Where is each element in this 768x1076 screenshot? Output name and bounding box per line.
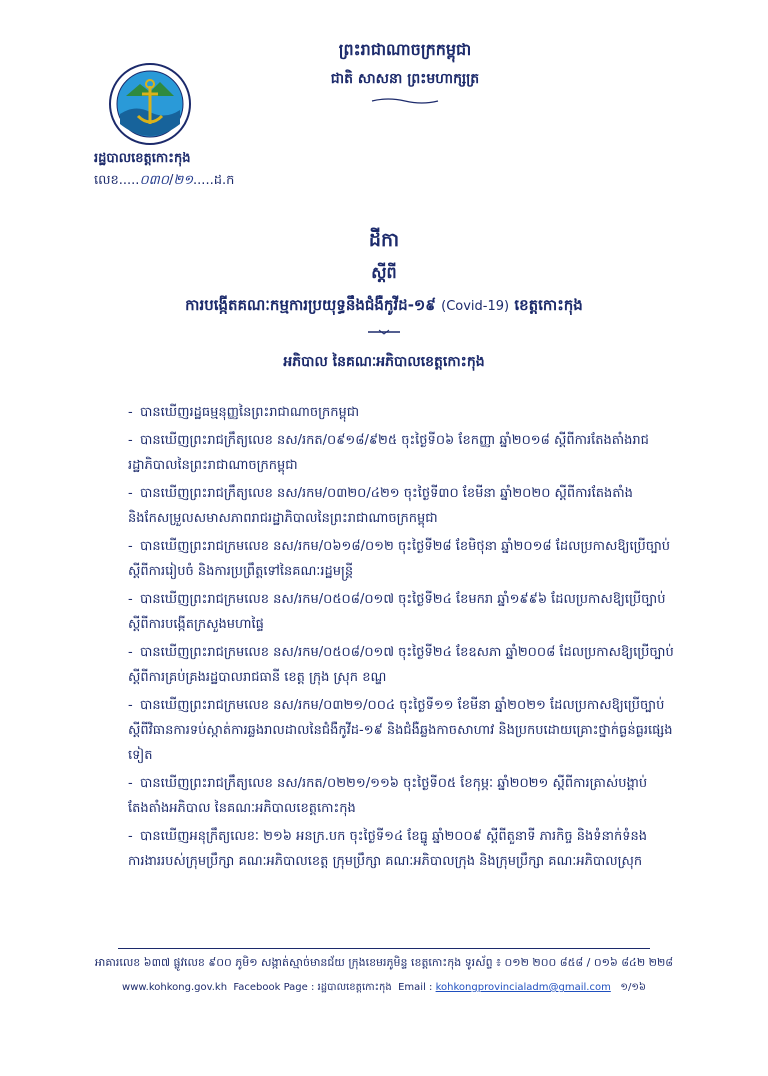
list-item: - បានឃើញព្រះរាជក្រមលេខ នស/រកម/០៥០៨/០១៧ ចុះថ្ងៃទី២៤ ខែមករា ឆ្នាំ១៩៩៦ ដែលប្រកាសឱ្យប្រើច្បាប់ស្តីពីការបង្កើតក្រសួងមហាផ្ទៃ [128,592,666,632]
page-number: ១/១៦ [620,982,646,993]
footer-facebook-name[interactable]: រដ្ឋបាលខេត្តកោះកុង [317,982,392,993]
decree-title [0,226,768,339]
list-item: - បានឃើញព្រះរាជក្រមលេខ នស/រកម/០៦១៨/០១២ ចុះថ្ងៃទី២៨ ខែមិថុនា ឆ្នាំ២០១៨ ដែលប្រកាសឱ្យប្រើច្បាប់ស្តីពីការរៀបចំ និងការប្រព្រឹត្តទៅនៃគណៈរដ្ឋមន្ត្រី [128,539,671,579]
ornament-divider-icon [370,97,440,105]
list-item: - បានឃើញព្រះរាជក្រឹត្យលេខ នស/រកត/០៩១៨/៩២៥ ចុះថ្ងៃទី០៦ ខែកញ្ញា ឆ្នាំ២០១៨ ស្តីពីការតែងតាំងរាជរដ្ឋាភិបាលនៃព្រះរាជាណាចក្រកម្ពុជា [128,433,649,473]
letter-number: លេខ.....០៣០/២១.....ដ.ក [94,173,235,188]
provincial-seal-logo [108,62,192,146]
list-item: - បានឃើញព្រះរាជក្រមលេខ នស/រកម/០៣២១/០០៤ ចុះថ្ងៃទី១១ ខែមីនា ឆ្នាំ២០២១ ដែលប្រកាសឱ្យប្រើច្បាប់ស្តីពីវិធានការទប់ស្កាត់ការឆ្លងរាលដាលនៃជំងឺកូវីដ-១៩ និងជំងឺឆ្លងកាចសាហាវ និងប្រកបដោយគ្រោះថ្នាក់ធ្ងន់ធ្ងរផ្សេងទៀត [128,698,673,763]
kingdom-header [300,38,510,109]
list-item: - បានឃើញអនុក្រឹត្យលេខៈ ២១៦ អនក្រ.បក ចុះថ្ងៃទី១៤ ខែធ្នូ ឆ្នាំ២០០៩ ស្តីពីតួនាទី ភារកិច្ច និងទំនាក់ទំនងការងាររបស់ក្រុមប្រឹក្សា គណៈអភិបាលខេត្ត ក្រុមប្រឹក្សា គណៈអភិបាលក្រុង និងក្រុមប្រឹក្សា គណៈអភិបាលស្រុក [128,829,647,869]
letter-number-year: ២១ [173,173,194,188]
footer-email-link[interactable]: kohkongprovincialadm@gmail.com [435,982,611,993]
title-subject-latin: (Covid-19) [441,299,510,314]
footer-website-link[interactable]: www.kohkong.gov.kh [122,982,228,993]
title-subject-main: ការបង្កើតគណៈកម្មការប្រយុទ្ធនឹងជំងឺកូវីដ-១៩ [185,296,436,314]
footer-address: អាគារលេខ ៦៣៧ ផ្លូវលេខ ៩០០ ភូមិ១ សង្កាត់ស្មាច់មានជ័យ ក្រុងខេមរភូមិន្ទ ខេត្តកោះកុង ទូរស័ព្ទ ៖ ០១២ ២០០ ៨៥៨ / ០១៦ ៨៤២ ២២៨ [94,956,674,969]
letter-number-suffix: ដ.ក [213,173,235,188]
letter-number-prefix: លេខ [94,173,119,188]
letter-number-value: ០៣០ [139,173,169,188]
list-item: - បានឃើញព្រះរាជក្រឹត្យលេខ នស/រកម/០៣២០/៤២១ ចុះថ្ងៃទី៣០ ខែមីនា ឆ្នាំ២០២០ ស្តីពីការតែងតាំង និងកែសម្រួលសមាសភាពរាជរដ្ឋាភិបាលនៃព្រះរាជាណាចក្រកម្ពុជា [128,486,633,526]
footer-divider [118,948,650,949]
issuing-authority: អភិបាល នៃគណៈអភិបាលខេត្តកោះកុង [283,354,485,370]
issuing-office: រដ្ឋបាលខេត្តកោះកុង [94,151,191,166]
footer-facebook-label: Facebook Page : [233,982,315,993]
title-subject-end: ខេត្តកោះកុង [514,296,583,314]
title-decree: ដីកា [368,229,400,251]
footer-contacts [0,980,768,995]
national-motto: ជាតិ សាសនា ព្រះមហាក្សត្រ [330,71,480,87]
title-about: ស្តីពី [371,263,397,282]
list-item: - បានឃើញព្រះរាជក្រឹត្យលេខ នស/រកត/០២២១/១១៦ ចុះថ្ងៃទី០៥ ខែកុម្ភៈ ឆ្នាំ២០២១ ស្តីពីការត្រាស់បង្គាប់តែងតាំងអភិបាល នៃគណៈអភិបាលខេត្តកោះកុង [128,776,648,816]
footer-email-label: Email : [398,982,433,993]
title-divider-icon [367,329,401,335]
legal-references [128,400,676,877]
list-item: - បានឃើញព្រះរាជក្រមលេខ នស/រកម/០៥០៨/០១៧ ចុះថ្ងៃទី២៤ ខែឧសភា ឆ្នាំ២០០៨ ដែលប្រកាសឱ្យប្រើច្បាប់ស្តីពីការគ្រប់គ្រងរដ្ឋបាលរាជធានី ខេត្ត ក្រុង ស្រុក ខណ្ឌ [128,645,674,685]
kingdom-name: ព្រះរាជាណាចក្រកម្ពុជា [338,40,472,59]
title-subject [0,292,768,320]
list-item: - បានឃើញរដ្ឋធម្មនុញ្ញនៃព្រះរាជាណាចក្រកម្ពុជា [128,405,360,420]
